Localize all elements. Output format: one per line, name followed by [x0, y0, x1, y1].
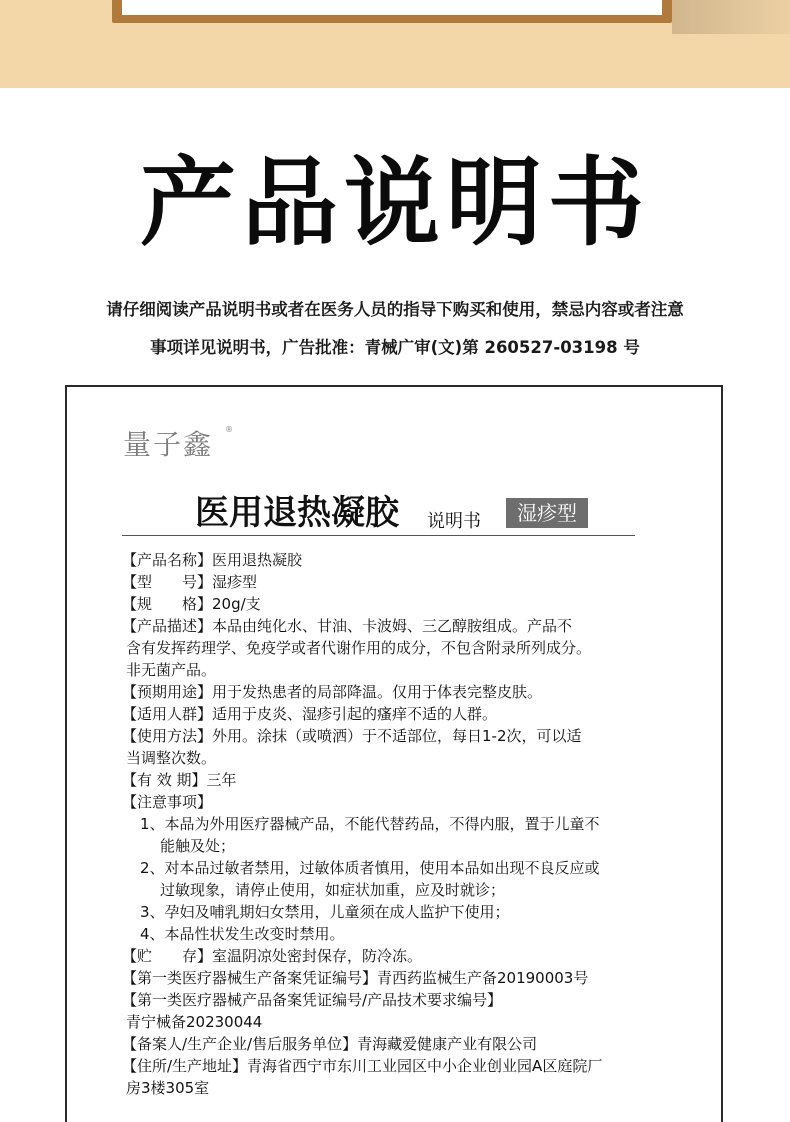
line-registrant: 【备案人/生产企业/售后服务单位】青海藏爱健康产业有限公司 — [122, 1035, 538, 1053]
line-intended-use: 【预期用途】用于发热患者的局部降温。仅用于体表完整皮肤。 — [122, 683, 543, 701]
line-product-record-number: 青宁械备20230044 — [126, 1013, 263, 1031]
title-divider — [122, 535, 635, 536]
product-title: 医用退热凝胶 — [195, 493, 399, 533]
line-precaution-1-cont: 能触及处； — [160, 837, 236, 855]
brand-logo: 量子鑫 — [123, 428, 214, 461]
line-precaution-4: 4、本品性状发生改变时禁用。 — [140, 925, 345, 943]
instruction-sheet — [65, 385, 723, 1122]
type-badge: 湿疹型 — [506, 498, 588, 528]
registered-mark: ® — [225, 425, 233, 434]
line-production-record: 【第一类医疗器械生产备案凭证编号】青西药监械生产备20190003号 — [122, 969, 589, 987]
line-target-population: 【适用人群】适用于皮炎、湿疹引起的瘙痒不适的人群。 — [122, 705, 498, 723]
line-product-name: 【产品名称】医用退热凝胶 — [122, 551, 303, 569]
line-shelf-life: 【有 效 期】三年 — [122, 771, 237, 789]
line-precaution-2-cont: 过敏现象，请停止使用，如症状加重，应及时就诊； — [160, 881, 506, 899]
instruction-body — [122, 549, 682, 1099]
line-address-cont: 房3楼305室 — [126, 1079, 210, 1097]
top-banner — [0, 0, 790, 88]
line-description-cont-2: 非无菌产品。 — [126, 661, 217, 679]
picture-frame — [112, 0, 672, 23]
notice-line-1: 请仔细阅读产品说明书或者在医务人员的指导下购买和使用，禁忌内容或者注意 — [106, 300, 684, 319]
notice-line-2: 事项详见说明书，广告批准：青械广审(文)第 260527-03198 号 — [150, 338, 640, 357]
line-precaution-2: 2、对本品过敏者禁用，过敏体质者慎用，使用本品如出现不良反应或 — [140, 859, 600, 877]
line-precautions-heading: 【注意事项】 — [122, 793, 213, 811]
line-usage: 【使用方法】外用。涂抹（或喷洒）于不适部位，每日1-2次，可以适 — [122, 727, 582, 745]
product-subtitle: 说明书 — [427, 511, 481, 532]
line-spec: 【规 格】20g/支 — [122, 595, 261, 613]
picture-frame-inner — [122, 0, 662, 15]
line-product-record: 【第一类医疗器械产品备案凭证编号/产品技术要求编号】 — [122, 991, 503, 1009]
line-storage: 【贮 存】室温阴凉处密封保存，防冷冻。 — [122, 947, 423, 965]
line-address: 【住所/生产地址】青海省西宁市东川工业园区中小企业创业园A区庭院厂 — [122, 1057, 603, 1075]
line-model: 【型 号】湿疹型 — [122, 573, 258, 591]
line-precaution-3: 3、孕妇及哺乳期妇女禁用，儿童须在成人监护下使用； — [140, 903, 510, 921]
line-description-cont-1: 含有发挥药理学、免疫学或者代谢作用的成分，不包含附录所列成分。 — [126, 639, 592, 657]
banner-shadow — [672, 0, 790, 34]
line-usage-cont: 当调整次数。 — [126, 749, 217, 767]
page-title: 产品说明书 — [140, 147, 650, 259]
line-precaution-1: 1、本品为外用医疗器械产品，不能代替药品，不得内服，置于儿童不 — [140, 815, 600, 833]
line-description: 【产品描述】本品由纯化水、甘油、卡波姆、三乙醇胺组成。产品不 — [122, 617, 573, 635]
